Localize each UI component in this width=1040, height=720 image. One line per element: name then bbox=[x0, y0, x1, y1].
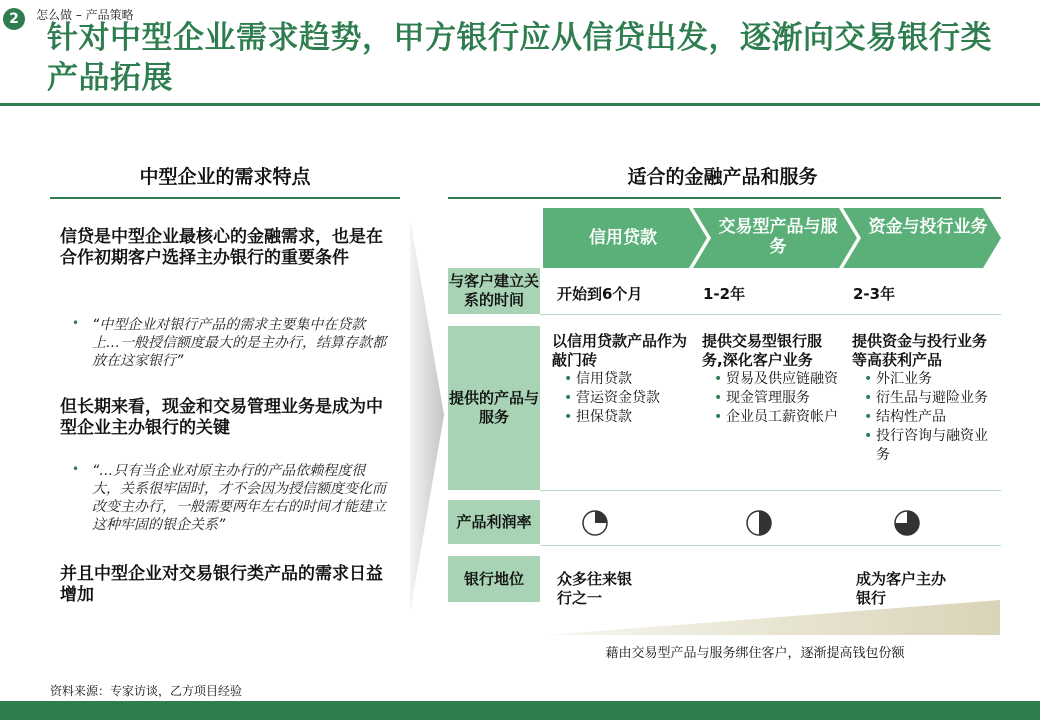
row-label-time: 与客户建立关系的时间 bbox=[448, 268, 540, 314]
stage-label-2: 交易型产品与服务 bbox=[718, 217, 838, 257]
bullet-icon: • bbox=[864, 428, 873, 444]
bullet-icon: • bbox=[564, 390, 573, 406]
time-cell-3: 2-3年 bbox=[853, 285, 896, 303]
list-item: • 现金管理服务 bbox=[714, 390, 810, 406]
product-list-1 bbox=[552, 370, 692, 427]
product-column-3 bbox=[852, 332, 992, 465]
time-cell-2: 1-2年 bbox=[703, 285, 746, 303]
list-item: • 贸易及供应链融资 bbox=[714, 371, 838, 387]
right-heading-rule bbox=[448, 197, 1001, 199]
breadcrumb: 怎么做 – 产品策略 bbox=[36, 8, 134, 22]
product-column-2 bbox=[702, 332, 842, 427]
row-divider bbox=[540, 545, 1001, 546]
demand-quote-2: “…只有当企业对原主办行的产品依赖程度很大，关系很牢固时，才不会因为授信额度变化而改变主办行，一般需要两年左右的时间才能建立这种牢固的银企关系” bbox=[92, 463, 386, 533]
stage-label-3: 资金与投行业务 bbox=[868, 217, 988, 237]
source-note: 资料来源：专家访谈，乙方项目经验 bbox=[50, 684, 243, 698]
left-heading-rule bbox=[50, 197, 400, 199]
row-label-profit: 产品利润率 bbox=[448, 500, 540, 544]
list-item: • 担保贷款 bbox=[564, 409, 632, 425]
big-right-arrow-icon bbox=[410, 218, 444, 613]
product-heading-2: 提供交易型银行服务,深化客户业务 bbox=[702, 332, 823, 369]
position-end: 成为客户主办银行 bbox=[856, 570, 947, 607]
bullet-icon: • bbox=[564, 409, 573, 425]
harvey-ball-fill bbox=[759, 511, 771, 535]
growth-wedge bbox=[548, 598, 1002, 636]
position-start: 众多往来银行之一 bbox=[557, 570, 633, 607]
demand-point-3: 并且中型企业对交易银行类产品的需求日益增加 bbox=[60, 564, 383, 605]
left-column-heading: 中型企业的需求特点 bbox=[139, 166, 311, 188]
product-list-2 bbox=[702, 370, 842, 427]
list-item: • 企业员工薪资帐户 bbox=[714, 409, 838, 425]
stage-label-1: 信用贷款 bbox=[589, 228, 657, 248]
harvey-ball-half-icon bbox=[744, 508, 774, 538]
demand-point-2: 但长期来看，现金和交易管理业务是成为中型企业主办银行的关键 bbox=[60, 397, 383, 438]
section-number-badge: 2 bbox=[3, 8, 25, 30]
time-cell-1: 开始到6个月 bbox=[557, 285, 643, 303]
bullet-icon: • bbox=[564, 371, 573, 387]
harvey-ball-fill bbox=[595, 511, 607, 523]
list-item: • 衍生品与避险业务 bbox=[864, 390, 988, 406]
list-item: • 信用贷款 bbox=[564, 371, 632, 387]
demand-point-1: 信贷是中型企业最核心的金融需求，也是在合作初期客户选择主办银行的重要条件 bbox=[60, 227, 383, 268]
list-item: • 营运资金贷款 bbox=[564, 390, 660, 406]
list-item: • 外汇业务 bbox=[864, 371, 932, 387]
bullet-icon: • bbox=[714, 409, 723, 425]
bullet-icon: • bbox=[714, 371, 723, 387]
wedge-caption: 藉由交易型产品与服务绑住客户，逐渐提高钱包份额 bbox=[605, 646, 905, 661]
product-heading-1: 以信用贷款产品作为敲门砖 bbox=[552, 332, 688, 369]
product-list-3 bbox=[852, 370, 992, 465]
bullet-icon: • bbox=[864, 409, 873, 425]
right-column-heading: 适合的金融产品和服务 bbox=[627, 166, 818, 188]
title-divider bbox=[0, 103, 1040, 106]
list-item: • 投行咨询与融资业务 bbox=[864, 428, 988, 463]
bullet-icon: • bbox=[864, 371, 873, 387]
bullet-icon: • bbox=[72, 462, 80, 476]
demand-quote-1: “中型企业对银行产品的需求主要集中在贷款上…一般授信额度最大的是主办行，结算存款都放在这家银行” bbox=[92, 317, 386, 369]
harvey-ball-quarter-icon bbox=[580, 508, 610, 538]
list-item: • 结构性产品 bbox=[864, 409, 946, 425]
row-divider bbox=[540, 490, 1001, 491]
product-heading-3: 提供资金与投行业务等高获利产品 bbox=[852, 332, 988, 369]
row-divider bbox=[540, 314, 1001, 315]
row-label-position: 银行地位 bbox=[448, 556, 540, 602]
product-column-1 bbox=[552, 332, 692, 427]
bullet-icon: • bbox=[714, 390, 723, 406]
row-label-products: 提供的产品与服务 bbox=[448, 326, 540, 490]
bullet-icon: • bbox=[864, 390, 873, 406]
bullet-icon: • bbox=[72, 316, 80, 330]
page-title: 针对中型企业需求趋势，甲方银行应从信贷出发，逐渐向交易银行类产品拓展 bbox=[47, 20, 992, 96]
bottom-bar bbox=[0, 701, 1040, 720]
harvey-ball-three-quarter-icon bbox=[892, 508, 922, 538]
